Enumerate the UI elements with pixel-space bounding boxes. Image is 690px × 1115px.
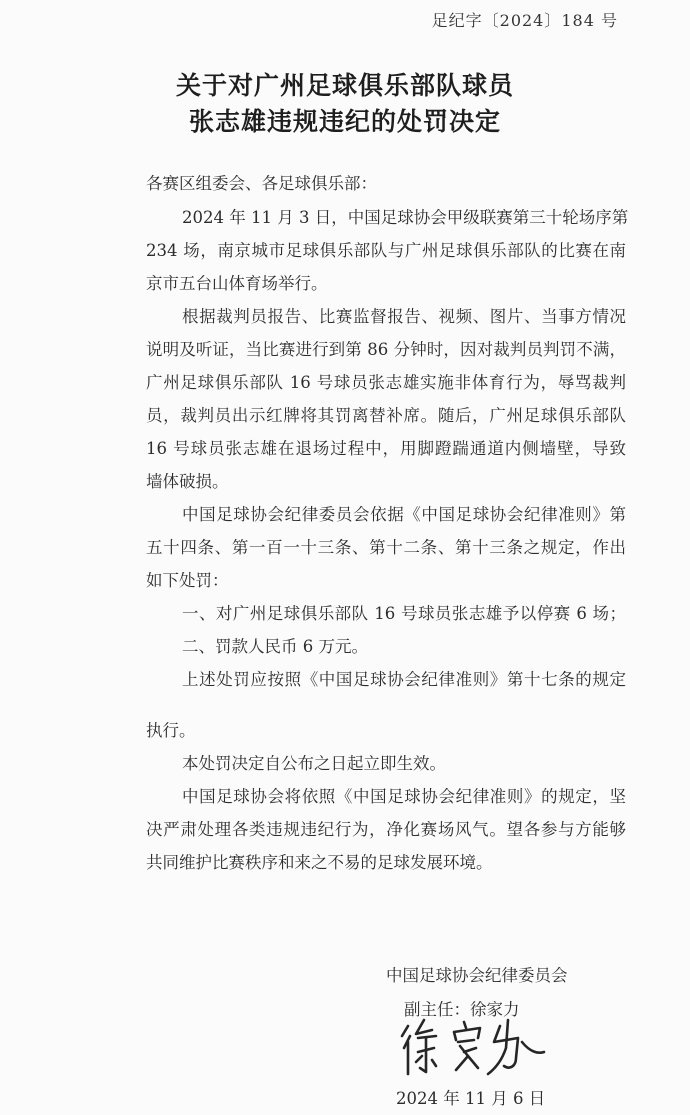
deputy-director: 副主任：徐家力 (404, 1000, 520, 1019)
body-line: 广州足球俱乐部队 16 号球员张志雄实施非体育行为，辱骂裁判 (146, 373, 626, 392)
body-line: 说明及听证，当比赛进行到第 86 分钟时，因对裁判员判罚不满， (146, 340, 626, 359)
body-line: 中国足球协会纪律委员会依据《中国足球协会纪律准则》第 (182, 505, 626, 524)
document-number: 足纪字〔2024〕184 号 (431, 11, 618, 30)
body-line: 五十四条、第一百一十三条、第十二条、第十三条之规定，作出 (146, 538, 626, 557)
body-line: 墙体破损。 (146, 472, 229, 491)
penalty-item-2: 二、罚款人民币 6 万元。 (182, 637, 368, 656)
body-line: 根据裁判员报告、比赛监督报告、视频、图片、当事方情况 (182, 307, 626, 326)
body-line: 共同维护比赛秩序和来之不易的足球发展环境。 (146, 853, 493, 872)
body-line: 中国足球协会将依照《中国足球协会纪律准则》的规定，坚 (182, 787, 626, 806)
body-line: 执行。 (146, 721, 196, 740)
body-line: 234 场，南京城市足球俱乐部队与广州足球俱乐部队的比赛在南 (146, 241, 626, 260)
issuer: 中国足球协会纪律委员会 (386, 966, 568, 985)
issue-date: 2024 年 11 月 6 日 (396, 1089, 546, 1108)
body-line: 决严肃处理各类违规违纪行为，净化赛场风气。望各参与方能够 (146, 820, 626, 839)
body-line: 16 号球员张志雄在退场过程中，用脚蹬踹通道内侧墙壁，导致 (146, 439, 626, 458)
document-title-line-2: 张志雄违规违纪的处罚决定 (188, 107, 501, 136)
body-line: 上述处罚应按照《中国足球协会纪律准则》第十七条的规定 (182, 670, 626, 689)
body-line: 2024 年 11 月 3 日，中国足球协会甲级联赛第三十轮场序第 (182, 208, 629, 227)
document-title-line-1: 关于对广州足球俱乐部队球员 (175, 71, 514, 100)
penalty-item-1: 一、对广州足球俱乐部队 16 号球员张志雄予以停赛 6 场； (182, 604, 626, 623)
body-line: 京市五台山体育场举行。 (146, 274, 328, 293)
body-line: 如下处罚： (146, 571, 229, 590)
body-line: 员，裁判员出示红牌将其罚离替补席。随后，广州足球俱乐部队 (146, 406, 626, 425)
handwritten-signature (398, 1012, 548, 1082)
body-line: 本处罚决定自公布之日起立即生效。 (182, 754, 446, 773)
salutation: 各赛区组委会、各足球俱乐部： (146, 174, 377, 193)
